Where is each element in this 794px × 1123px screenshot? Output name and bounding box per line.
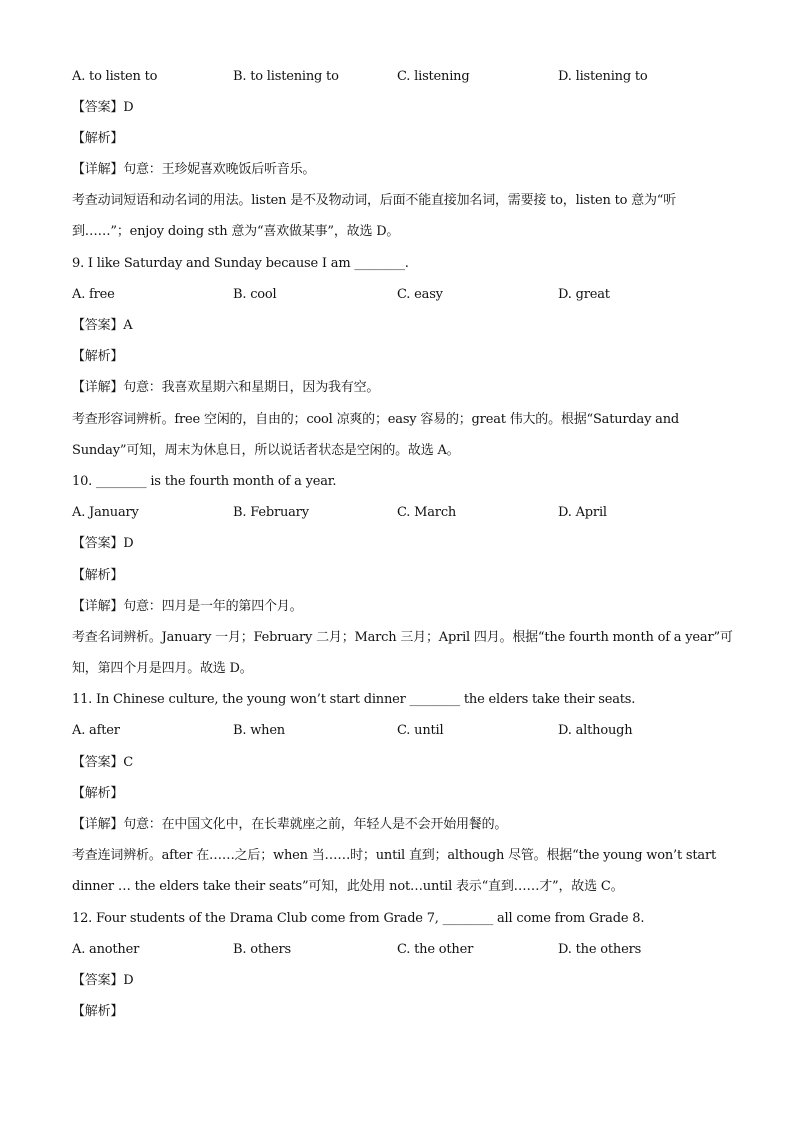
detail-text: 【详解】句意：我喜欢星期六和星期日，因为我有空。 (72, 380, 380, 395)
explanation-line: 考查形容词辨析。free 空闲的，自由的；cool 凉爽的；easy 容易的；great 伟大的。根据“Saturday and (72, 412, 680, 427)
option-a: A. after (72, 723, 120, 738)
option-a: A. to listen to (72, 69, 158, 84)
option-c: C. the other (397, 942, 474, 957)
explanation-line: 考查名词辨析。January 一月；February 二月；March 三月；April 四月。根据“the fourth month of a year”可 (72, 630, 733, 645)
answer-label: 【答案】C (72, 755, 133, 770)
answer-label: 【答案】D (72, 973, 134, 988)
option-b: B. others (233, 942, 292, 957)
option-c: C. March (397, 505, 457, 520)
detail-text: 【详解】句意：在中国文化中，在长辈就座之前，年轻人是不会开始用餐的。 (72, 817, 508, 832)
explanation-line: Sunday”可知，周末为休息日，所以说话者状态是空闲的。故选 A。 (72, 443, 460, 458)
option-d: D. great (558, 287, 610, 302)
option-b: B. cool (233, 287, 277, 302)
option-d: D. although (558, 723, 633, 738)
option-d: D. the others (558, 942, 642, 957)
explanation-line: 到……”；enjoy doing sth 意为“喜欢做某事”，故选 D。 (72, 224, 400, 239)
option-d: D. listening to (558, 69, 648, 84)
answer-label: 【答案】D (72, 536, 134, 551)
option-a: A. another (72, 942, 140, 957)
option-c: C. listening (397, 69, 470, 84)
analysis-label: 【解析】 (72, 786, 124, 801)
explanation-line: 考查动词短语和动名词的用法。listen 是不及物动词，后面不能直接加名词，需要接 to，listen to 意为“听 (72, 193, 677, 208)
option-b: B. when (233, 723, 285, 738)
analysis-label: 【解析】 (72, 349, 124, 364)
question-text: 11. In Chinese culture, the young won’t start dinner ________ the elders take their seats. (72, 692, 636, 707)
option-d: D. April (558, 505, 607, 520)
analysis-label: 【解析】 (72, 568, 124, 583)
option-b: B. February (233, 505, 309, 520)
option-a: A. January (72, 505, 139, 520)
question-text: 10. ________ is the fourth month of a year. (72, 474, 337, 489)
explanation-line: dinner … the elders take their seats”可知，此处用 not…until 表示“直到……才”，故选 C。 (72, 879, 624, 894)
answer-label: 【答案】A (72, 318, 133, 333)
detail-text: 【详解】句意：王珍妮喜欢晚饭后听音乐。 (72, 162, 316, 177)
question-text: 9. I like Saturday and Sunday because I am ________. (72, 256, 409, 271)
option-a: A. free (72, 287, 115, 302)
option-c: C. until (397, 723, 444, 738)
option-b: B. to listening to (233, 69, 339, 84)
analysis-label: 【解析】 (72, 131, 124, 146)
detail-text: 【详解】句意：四月是一年的第四个月。 (72, 599, 303, 614)
explanation-line: 考查连词辨析。after 在……之后；when 当……时；until 直到；although 尽管。根据“the young won’t start (72, 848, 717, 863)
option-c: C. easy (397, 287, 443, 302)
answer-label: 【答案】D (72, 100, 134, 115)
explanation-line: 知，第四个月是四月。故选 D。 (72, 661, 253, 676)
question-text: 12. Four students of the Drama Club come from Grade 7, ________ all come from Grade 8. (72, 911, 645, 926)
analysis-label: 【解析】 (72, 1004, 124, 1019)
